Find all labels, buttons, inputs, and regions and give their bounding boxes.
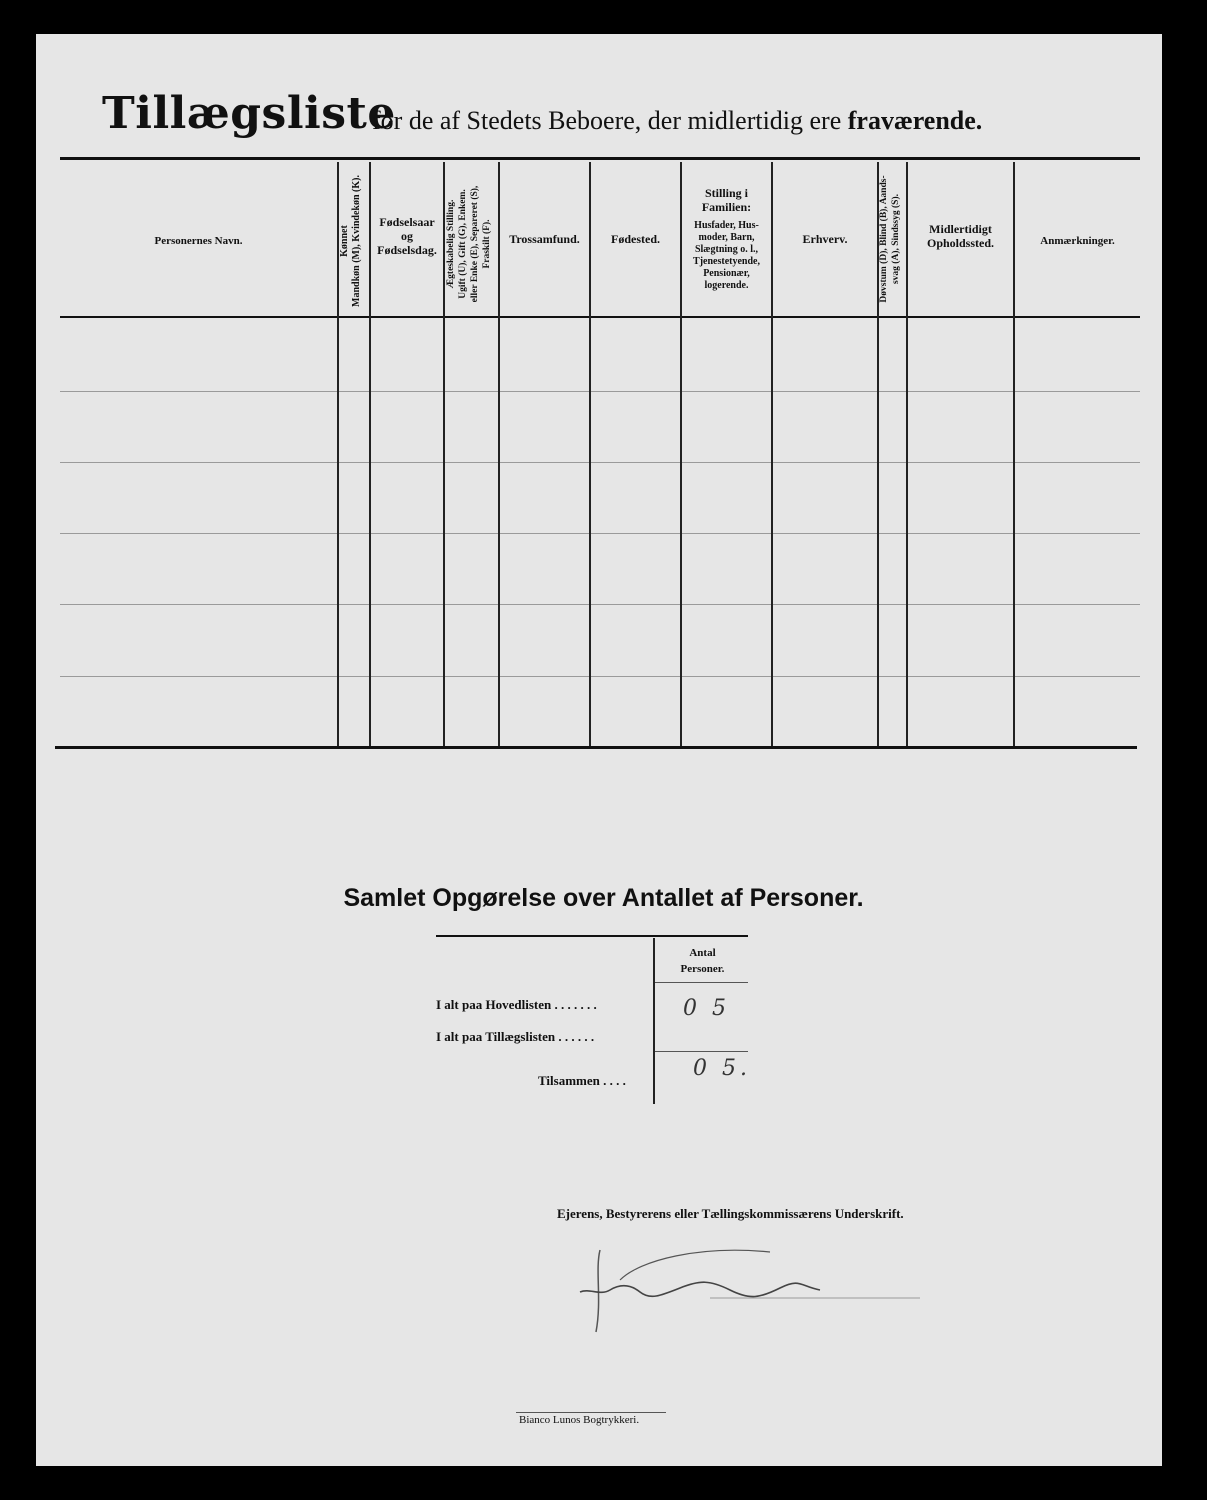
header-religion: Trossamfund.	[509, 232, 580, 246]
header-temp-residence: Midlertidigt Opholdssted.	[926, 222, 995, 250]
signature-label: Ejerens, Bestyrerens eller Tællingskommissærens Underskrift.	[557, 1206, 904, 1221]
printer-imprint: Bianco Lunos Bogtrykkeri.	[519, 1414, 640, 1426]
summary-row-label: Tilsammen . . . .	[538, 1073, 626, 1088]
row-divider	[60, 462, 1140, 463]
summary-header-rule	[655, 982, 748, 983]
row-divider	[60, 604, 1140, 605]
form-subtitle-emphasis: fraværende.	[847, 106, 983, 135]
column-divider	[498, 162, 500, 746]
table-header-rule	[60, 316, 1140, 318]
header-birthplace: Fødested.	[611, 232, 660, 246]
header-remarks: Anmærkninger.	[1040, 235, 1115, 247]
form-subtitle	[372, 106, 982, 136]
header-birth: Fødselsaar og Fødselsdag.	[377, 215, 437, 257]
printer-rule	[516, 1412, 666, 1413]
row-divider	[60, 676, 1140, 677]
summary-divider	[653, 938, 655, 1104]
column-divider	[1013, 162, 1015, 746]
summary-row-label: I alt paa Hovedlisten . . . . . . .	[436, 997, 597, 1012]
summary-row-label: I alt paa Tillægslisten . . . . . .	[436, 1029, 595, 1044]
header-family-position: Stilling i Familien:	[701, 186, 752, 214]
header-name: Personernes Navn.	[154, 235, 243, 247]
header-family-position-detail: Husfader, Hus- moder, Barn, Slægtning o. l., Tjenestetyende, Pensionær, logerende.	[693, 220, 760, 291]
summary-top-rule	[436, 935, 748, 937]
table-top-rule	[60, 157, 1140, 160]
summary-title: Samlet Opgørelse over Antallet af Personer.	[343, 884, 864, 912]
header-occupation: Erhverv.	[802, 232, 848, 246]
summary-sum-rule	[655, 1051, 748, 1052]
header-marital: Ægteskabelig Stilling. Ugift (U), Gift (G), Enkem. eller Enke (E), Separeret (S), Fraskilt (F).	[446, 185, 492, 303]
table-bottom-rule	[55, 746, 1137, 749]
row-divider	[60, 533, 1140, 534]
summary-row-value: 0 5	[683, 996, 730, 1021]
row-divider	[60, 391, 1140, 392]
form-subtitle-text: for de af Stedets Beboere, der midlertidig ere	[372, 106, 842, 135]
form-title: Tillægsliste	[102, 88, 396, 139]
header-sex: Kønnet Mandkøn (M), Kvindekøn (K).	[339, 175, 362, 307]
column-divider	[589, 162, 591, 746]
summary-row-value: 0 5.	[693, 1056, 751, 1081]
handwritten-signature	[560, 1240, 940, 1340]
header-disability: Døvstum (D), Blind (B), Aands- svag (A), Sindssyg (S).	[879, 175, 901, 303]
summary-column-header: Antal Personer.	[680, 947, 725, 975]
column-divider	[771, 162, 773, 746]
